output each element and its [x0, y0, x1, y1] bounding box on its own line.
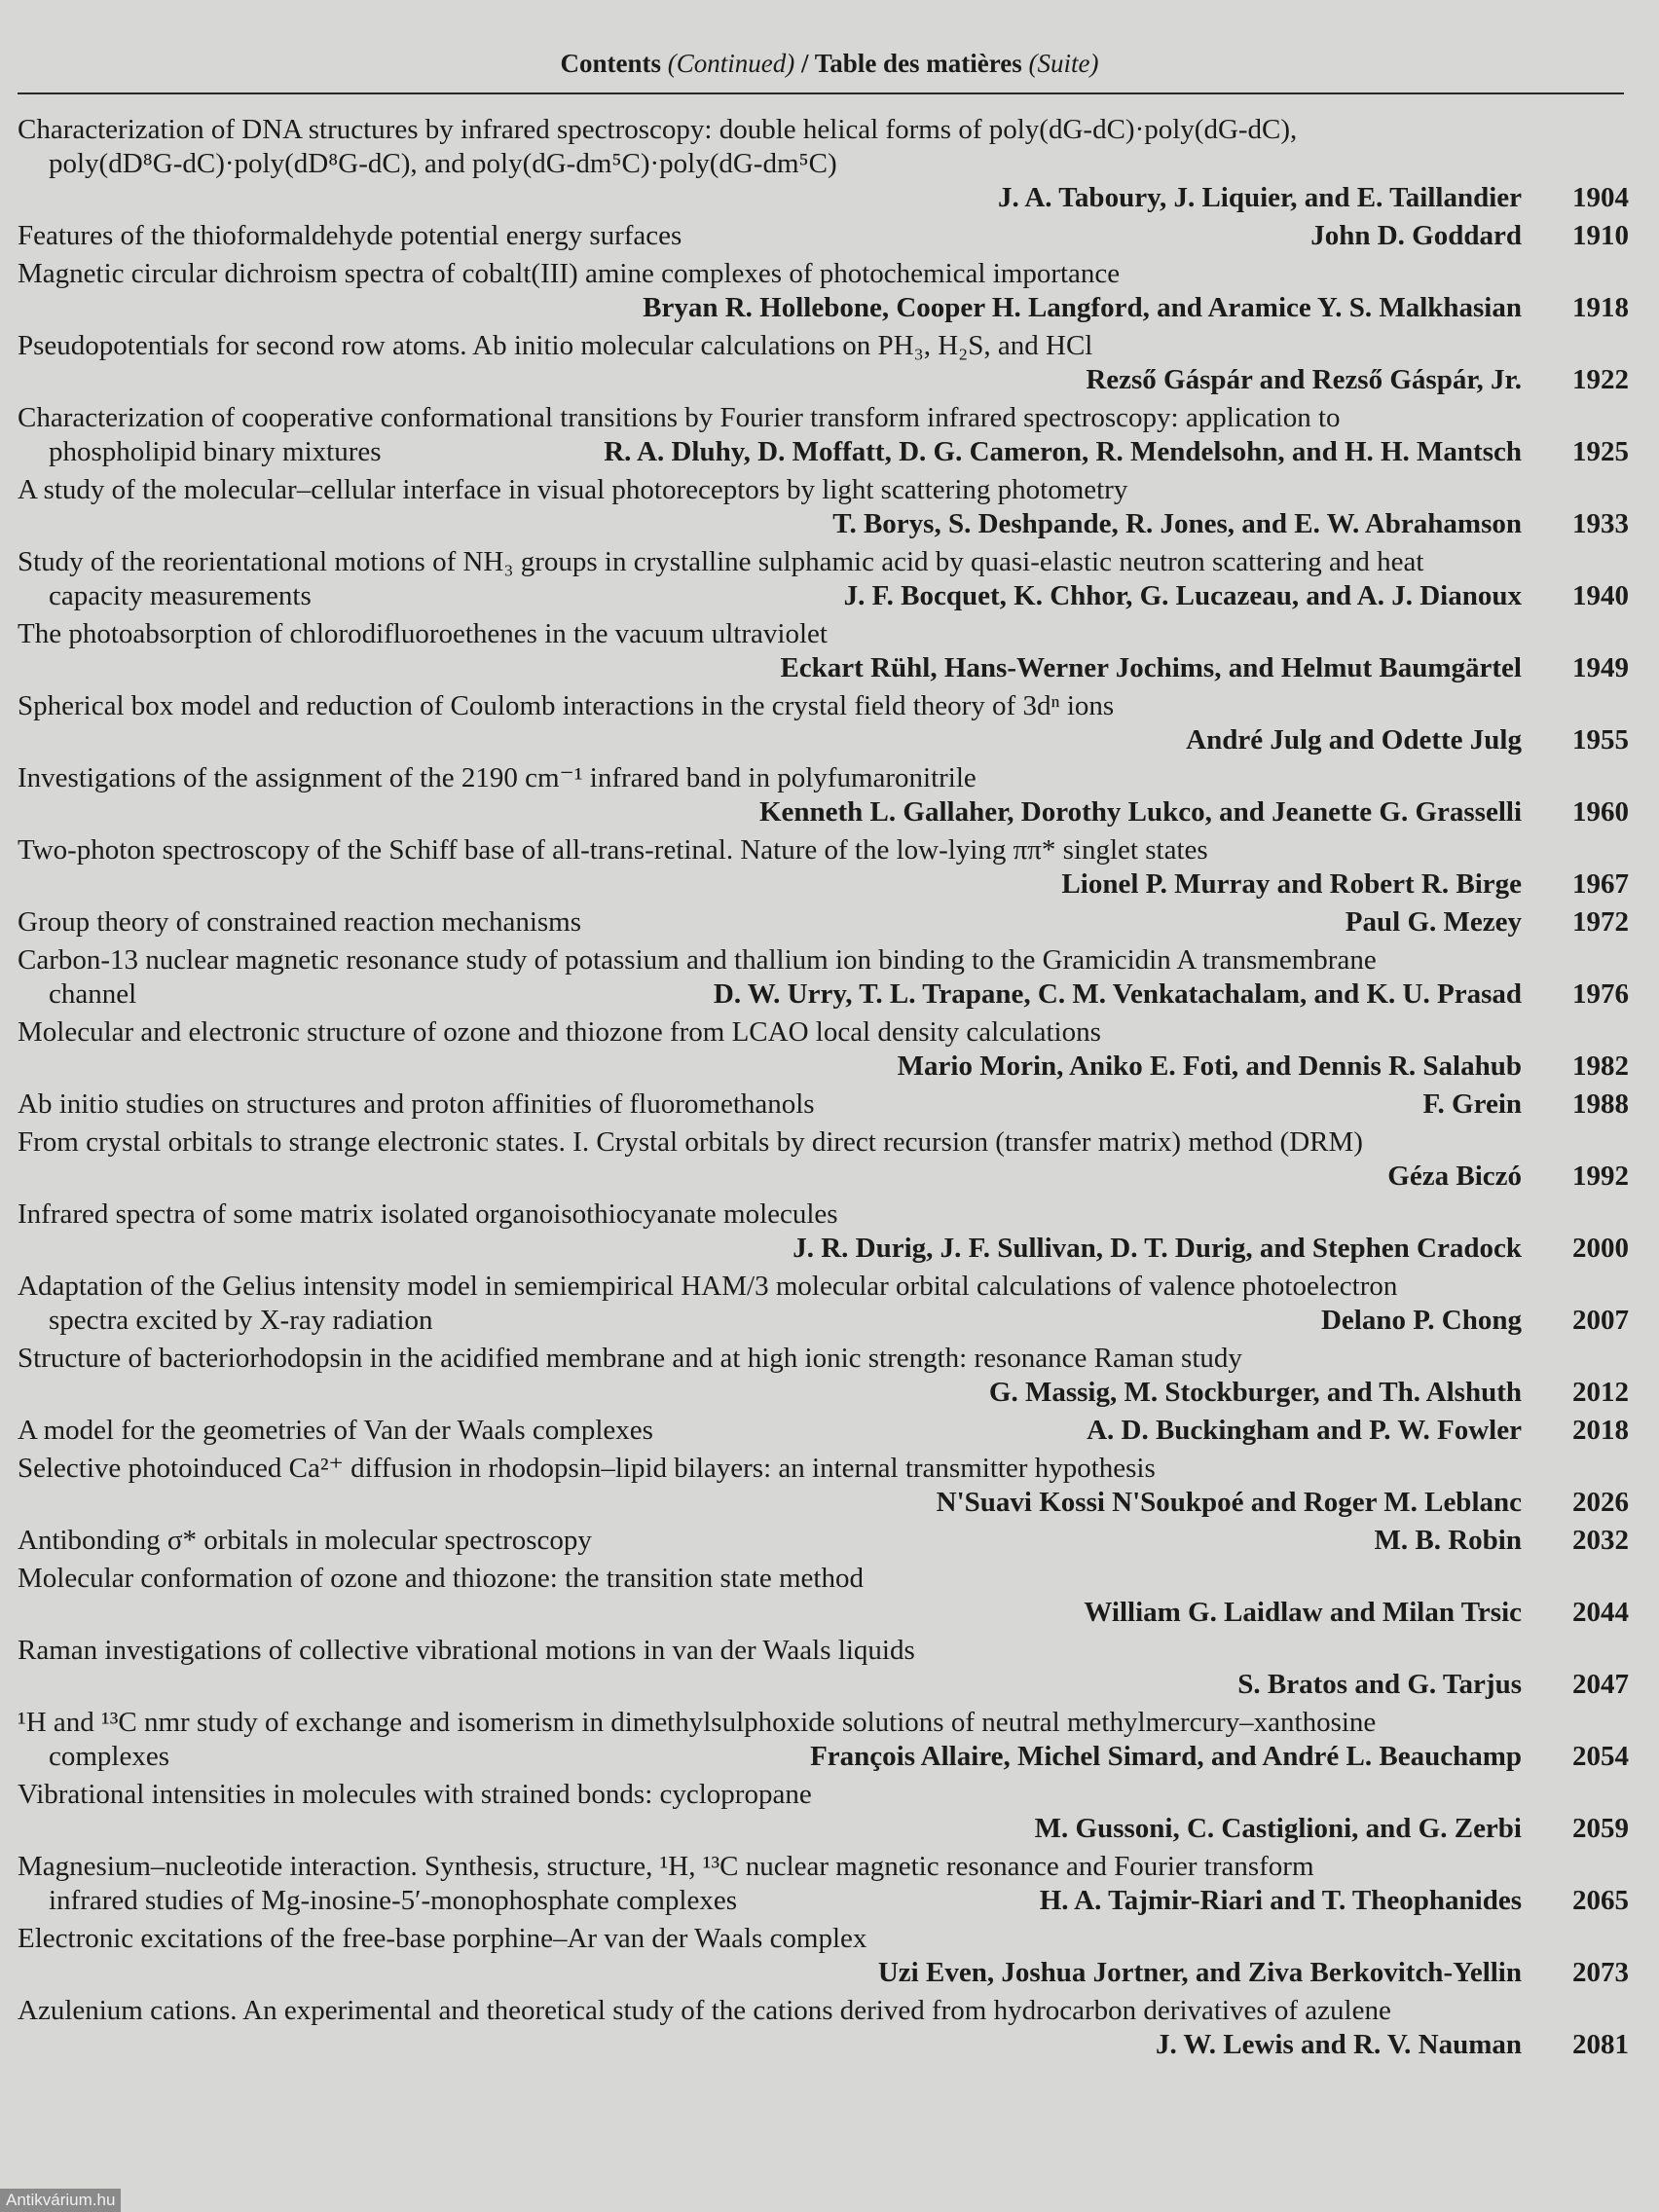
toc-entry — [18, 617, 1629, 685]
entry-title: Magnesium–nucleotide interaction. Synthesis, structure, ¹H, ¹³C nuclear magnetic resonance and Fourier transform — [18, 1851, 1314, 1882]
toc-entry — [18, 905, 1629, 940]
toc-entry — [18, 113, 1629, 215]
entry-authors: Eckart Rühl, Hans-Werner Jochims, and Helmut Baumgärtel — [780, 652, 1522, 683]
entry-authors: Kenneth L. Gallaher, Dorothy Lukco, and Jeanette G. Grasselli — [758, 796, 1522, 828]
toc-entry — [18, 1994, 1629, 2062]
entry-authors: S. Bratos and G. Tarjus — [1237, 1669, 1522, 1700]
entry-page: 1904 — [1572, 182, 1629, 213]
entry-title: ¹H and ¹³C nmr study of exchange and isomerism in dimethylsulphoxide solutions of neutral methylmercury–xanthosine — [18, 1707, 1377, 1738]
entry-page: 1988 — [1572, 1088, 1629, 1120]
entry-title: Ab initio studies on structures and proton affinities of fluoromethanols — [18, 1088, 815, 1120]
entry-authors: G. Massig, M. Stockburger, and Th. Alshuth — [988, 1377, 1522, 1408]
entry-title: Antibonding σ* orbitals in molecular spectroscopy — [18, 1525, 592, 1556]
entry-page: 2018 — [1572, 1415, 1629, 1446]
header-continued: (Continued) — [667, 49, 795, 78]
entry-page: 1933 — [1572, 508, 1629, 539]
entry-page: 1940 — [1572, 580, 1629, 611]
entry-authors: J. W. Lewis and R. V. Nauman — [1155, 2029, 1522, 2060]
entry-page: 1976 — [1572, 978, 1629, 1010]
entry-title: Investigations of the assignment of the 2190 cm⁻¹ infrared band in polyfumaronitrile — [18, 762, 977, 793]
entry-title: Pseudopotentials for second row atoms. Ab initio molecular calculations on PH₃, H₂S, and HCl — [18, 330, 1093, 361]
toc-entry — [18, 1270, 1629, 1338]
entry-authors: R. A. Dluhy, D. Moffatt, D. G. Cameron, R. Mendelsohn, and H. H. Mantsch — [604, 436, 1522, 467]
entry-authors: Géza Biczó — [1387, 1161, 1522, 1192]
entry-title: Molecular conformation of ozone and thiozone: the transition state method — [18, 1563, 864, 1594]
toc-entry — [18, 257, 1629, 325]
entry-title: A study of the molecular–cellular interface in visual photoreceptors by light scattering photometry — [18, 474, 1128, 505]
entry-page: 1910 — [1572, 220, 1629, 251]
entry-title-continued: spectra excited by X-ray radiation — [49, 1305, 433, 1336]
entry-title: Molecular and electronic structure of ozone and thiozone from LCAO local density calculations — [18, 1016, 1101, 1048]
toc-entry — [18, 219, 1629, 253]
toc-entry — [18, 1198, 1629, 1266]
entry-authors: John D. Goddard — [1310, 220, 1522, 251]
entry-authors: J. F. Bocquet, K. Chhor, G. Lucazeau, and A. J. Dianoux — [843, 580, 1522, 611]
entry-page: 2073 — [1572, 1957, 1629, 1988]
entry-authors: Paul G. Mezey — [1345, 906, 1522, 938]
entry-title: Two-photon spectroscopy of the Schiff base of all-trans-retinal. Nature of the low-lying ππ* singlet states — [18, 834, 1208, 866]
entry-page: 2000 — [1572, 1233, 1629, 1264]
entry-page: 1925 — [1572, 436, 1629, 467]
toc-entry — [18, 1088, 1629, 1122]
toc-entry — [18, 1706, 1629, 1774]
entry-page: 1918 — [1572, 292, 1629, 323]
entry-authors: D. W. Urry, T. L. Trapane, C. M. Venkatachalam, and K. U. Prasad — [713, 978, 1522, 1010]
toc-entry — [18, 689, 1629, 757]
entry-authors: M. B. Robin — [1374, 1525, 1522, 1556]
header-rule — [18, 92, 1624, 94]
entry-title: Azulenium cations. An experimental and theoretical study of the cations derived from hydrocarbon derivatives of azulene — [18, 1995, 1391, 2026]
toc-entry — [18, 1922, 1629, 1990]
entry-title-continued: complexes — [49, 1741, 170, 1772]
toc-entry — [18, 1342, 1629, 1410]
entry-page: 2081 — [1572, 2029, 1629, 2060]
header-separator: / — [794, 49, 815, 78]
toc-entry — [18, 1524, 1629, 1558]
header-contents: Contents — [560, 49, 662, 78]
toc-entry — [18, 473, 1629, 541]
entry-authors: Delano P. Chong — [1320, 1305, 1522, 1336]
entry-page: 2044 — [1572, 1597, 1629, 1628]
entry-authors: N'Suavi Kossi N'Soukpoé and Roger M. Leblanc — [936, 1487, 1522, 1518]
toc-entry — [18, 761, 1629, 830]
entry-title: Features of the thioformaldehyde potential energy surfaces — [18, 220, 682, 251]
watermark: Antikvárium.hu — [0, 2189, 121, 2212]
entry-title-continued: capacity measurements — [49, 580, 312, 611]
entry-page: 2054 — [1572, 1741, 1629, 1772]
entry-page: 1982 — [1572, 1051, 1629, 1082]
toc-entry — [18, 1778, 1629, 1846]
entry-page: 2012 — [1572, 1377, 1629, 1408]
entry-page: 1955 — [1572, 724, 1629, 756]
entry-title: Infrared spectra of some matrix isolated organoisothiocyanate molecules — [18, 1198, 838, 1230]
toc-entry — [18, 1452, 1629, 1520]
entries-list — [18, 113, 1629, 2066]
entry-authors: André Julg and Odette Julg — [1186, 724, 1522, 756]
entry-title-continued: channel — [49, 978, 137, 1010]
entry-title: Selective photoinduced Ca²⁺ diffusion in rhodopsin–lipid bilayers: an internal transmitter hypothesis — [18, 1453, 1156, 1484]
entry-page: 1972 — [1572, 906, 1629, 938]
entry-title-continued: phospholipid binary mixtures — [49, 436, 382, 467]
entry-title: Vibrational intensities in molecules with strained bonds: cyclopropane — [18, 1779, 812, 1810]
entry-title: The photoabsorption of chlorodifluoroethenes in the vacuum ultraviolet — [18, 618, 828, 649]
entry-authors: J. A. Taboury, J. Liquier, and E. Taillandier — [997, 182, 1522, 213]
entry-authors: T. Borys, S. Deshpande, R. Jones, and E. W. Abrahamson — [832, 508, 1522, 539]
toc-entry — [18, 1125, 1629, 1194]
entry-authors: M. Gussoni, C. Castiglioni, and G. Zerbi — [1034, 1813, 1522, 1844]
entry-authors: H. A. Tajmir-Riari and T. Theophanides — [1039, 1885, 1522, 1916]
entry-title: Raman investigations of collective vibrational motions in van der Waals liquids — [18, 1635, 915, 1666]
entry-authors: Rezső Gáspár and Rezső Gáspár, Jr. — [1086, 364, 1522, 395]
toc-entry — [18, 545, 1629, 613]
entry-page: 1922 — [1572, 364, 1629, 395]
toc-entry — [18, 329, 1629, 397]
toc-entry — [18, 1414, 1629, 1448]
entry-title-continued: poly(dD⁸G-dC)·poly(dD⁸G-dC), and poly(dG-dm⁵C)·poly(dG-dm⁵C) — [49, 148, 837, 179]
entry-title: Electronic excitations of the free-base porphine–Ar van der Waals complex — [18, 1923, 867, 1954]
entry-title: A model for the geometries of Van der Waals complexes — [18, 1415, 653, 1446]
entry-authors: Bryan R. Hollebone, Cooper H. Langford, and Aramice Y. S. Malkhasian — [643, 292, 1522, 323]
entry-title-continued: infrared studies of Mg-inosine-5′-monophosphate complexes — [49, 1885, 738, 1916]
entry-title: From crystal orbitals to strange electronic states. I. Crystal orbitals by direct recursion (transfer matrix) method (DRM) — [18, 1126, 1363, 1158]
entry-title: Structure of bacteriorhodopsin in the acidified membrane and at high ionic strength: resonance Raman study — [18, 1343, 1242, 1374]
toc-entry — [18, 943, 1629, 1012]
entry-authors: J. R. Durig, J. F. Sullivan, D. T. Durig, and Stephen Cradock — [793, 1233, 1522, 1264]
header-table: Table des matières — [814, 49, 1022, 78]
entry-authors: A. D. Buckingham and P. W. Fowler — [1087, 1415, 1522, 1446]
entry-title: Spherical box model and reduction of Coulomb interactions in the crystal field theory of 3dⁿ ions — [18, 690, 1115, 721]
entry-page: 1960 — [1572, 796, 1629, 828]
header-suite: (Suite) — [1028, 49, 1099, 78]
entry-page: 1967 — [1572, 868, 1629, 900]
entry-title: Adaptation of the Gelius intensity model in semiempirical HAM/3 molecular orbital calculations of valence photoelectron — [18, 1271, 1398, 1302]
entry-authors: William G. Laidlaw and Milan Trsic — [1084, 1597, 1522, 1628]
entry-title: Study of the reorientational motions of NH₃ groups in crystalline sulphamic acid by quasi-elastic neutron scattering and heat — [18, 546, 1424, 577]
toc-entry — [18, 1634, 1629, 1702]
toc-entry — [18, 833, 1629, 902]
entry-title: Carbon-13 nuclear magnetic resonance study of potassium and thallium ion binding to the Gramicidin A transmembrane — [18, 944, 1377, 976]
entry-authors: Mario Morin, Aniko E. Foti, and Dennis R. Salahub — [897, 1051, 1522, 1082]
entry-page: 2032 — [1572, 1525, 1629, 1556]
toc-entry — [18, 1850, 1629, 1918]
entry-page: 1949 — [1572, 652, 1629, 683]
toc-entry — [18, 1562, 1629, 1630]
toc-entry — [18, 401, 1629, 469]
entry-page: 2047 — [1572, 1669, 1629, 1700]
entry-authors: Lionel P. Murray and Robert R. Birge — [1061, 868, 1522, 900]
entry-authors: F. Grein — [1422, 1088, 1522, 1120]
entry-authors: François Allaire, Michel Simard, and André L. Beauchamp — [810, 1741, 1522, 1772]
entry-page: 2007 — [1572, 1305, 1629, 1336]
toc-entry — [18, 1015, 1629, 1084]
entry-authors: Uzi Even, Joshua Jortner, and Ziva Berkovitch-Yellin — [877, 1957, 1522, 1988]
entry-title: Group theory of constrained reaction mechanisms — [18, 906, 582, 938]
entry-page: 1992 — [1572, 1161, 1629, 1192]
page-header — [0, 49, 1659, 79]
entry-title: Characterization of cooperative conformational transitions by Fourier transform infrared spectroscopy: application to — [18, 402, 1341, 433]
entry-page: 2026 — [1572, 1487, 1629, 1518]
entry-page: 2065 — [1572, 1885, 1629, 1916]
entry-title: Magnetic circular dichroism spectra of cobalt(III) amine complexes of photochemical importance — [18, 258, 1121, 289]
entry-title: Characterization of DNA structures by infrared spectroscopy: double helical forms of poly(dG-dC)·poly(dG-dC), — [18, 114, 1298, 145]
entry-page: 2059 — [1572, 1813, 1629, 1844]
